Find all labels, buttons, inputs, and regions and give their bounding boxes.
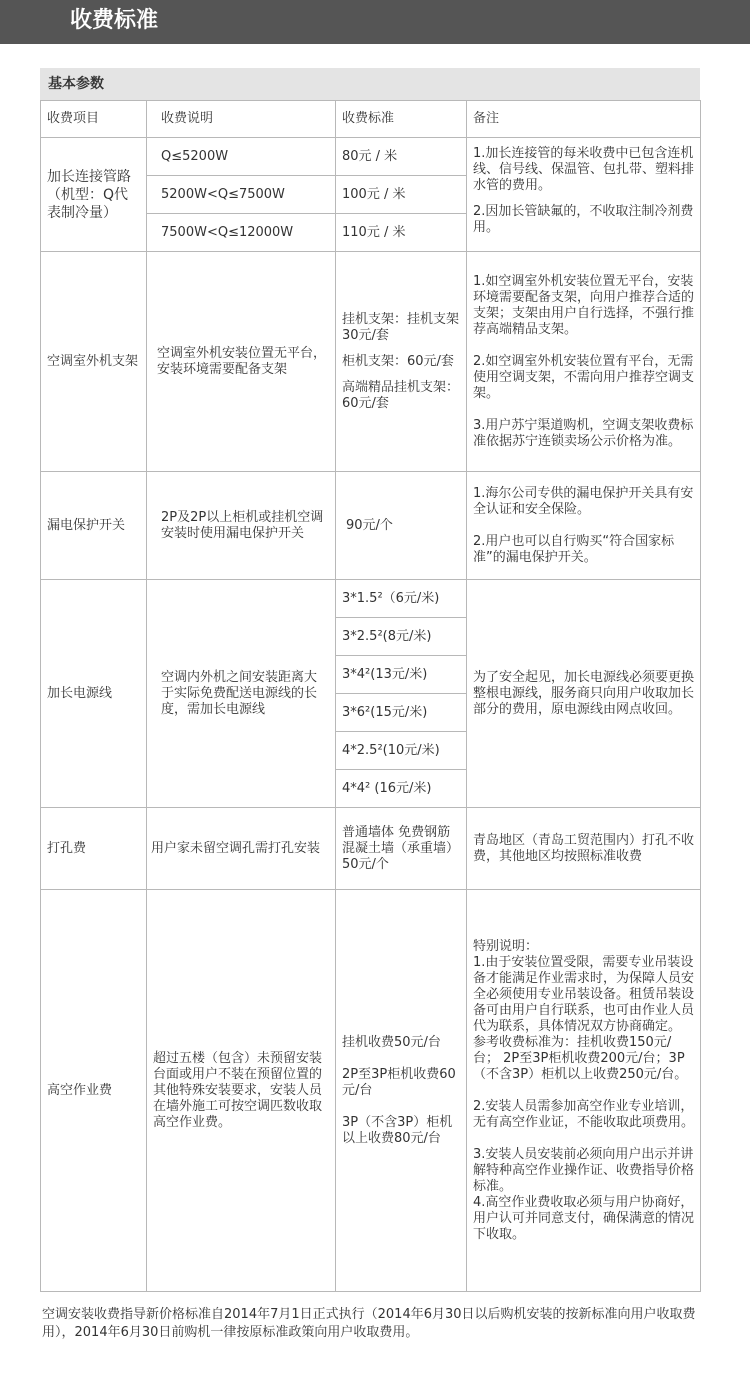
fee-desc: 用户家未留空调孔需打孔安装 — [147, 808, 336, 890]
notes-drilling: 青岛地区（青岛工贸范围内）打孔不收费，其他地区均按照标准收费 — [467, 808, 701, 890]
header-banner — [0, 0, 750, 44]
fee-desc: 超过五楼（包含）未预留安装台面或用户不装在预留位置的其他特殊安装要求，安装人员在墙外施工可按空调匹数收取高空作业费。 — [147, 890, 336, 1292]
fee-table — [40, 100, 701, 1292]
notes-extension-pipe — [467, 138, 701, 252]
note-text: 3.安装人员安装前必须向用户出示并讲解特种高空作业操作证、收费指导价格标准。 — [473, 1146, 695, 1194]
fee-value: 110元 / 米 — [336, 214, 467, 252]
fee-line: 挂机收费50元/台 — [342, 1034, 441, 1050]
note-text: 4.高空作业费收取必须与用户协商好，用户认可并同意支付，确保满意的情况下收取。 — [473, 1194, 695, 1242]
fee-desc: 7500W<Q≤12000W — [147, 214, 336, 252]
table-row — [41, 808, 701, 890]
fee-desc: 空调室外机安装位置无平台，安装环境需要配备支架 — [147, 252, 336, 472]
fee-desc: 5200W<Q≤7500W — [147, 176, 336, 214]
fee-value — [336, 890, 467, 1292]
item-bracket: 空调室外机支架 — [41, 252, 147, 472]
notes-power-cord: 为了安全起见，加长电源线必须要更换整根电源线，服务商只向用户收取加长部分的费用，原电源线由网点收回。 — [467, 580, 701, 808]
fee-desc: 2P及2P以上柜机或挂机空调安装时使用漏电保护开关 — [147, 472, 336, 580]
section-title: 基本参数 — [48, 76, 104, 92]
item-high-altitude: 高空作业费 — [41, 890, 147, 1292]
table-row — [41, 890, 701, 1292]
fee-line: 2P至3P柜机收费60元/台 — [342, 1066, 456, 1098]
table-row — [41, 580, 701, 618]
notes-leakage — [467, 472, 701, 580]
fee-value: 4*2.5²(10元/米) — [336, 732, 467, 770]
fee-value: 普通墙体 免费钢筋混凝土墙（承重墙）50元/个 — [336, 808, 467, 890]
column-header-notes: 备注 — [467, 101, 701, 138]
fee-desc: 空调内外机之间安装距离大于实际免费配送电源线的长度，需加长电源线 — [147, 580, 336, 808]
fee-value: 3*6²(15元/米) — [336, 694, 467, 732]
footer-note: 空调安装收费指导新价格标准自2014年7月1日正式执行（2014年6月30日以后购机安装的按新标准向用户收取费用），2014年6月30日前购机一律按原标准政策向用户收取费用。 — [42, 1307, 696, 1340]
fee-line: 3P（不含3P）柜机以上收费80元/台 — [342, 1114, 453, 1146]
fee-value: 80元 / 米 — [336, 138, 467, 176]
note-text: 3.用户苏宁渠道购机，空调支架收费标准依据苏宁连锁卖场公示价格为准。 — [473, 417, 694, 449]
column-header-fee: 收费标准 — [336, 101, 467, 138]
note-text: 1.加长连接管的每米收费中已包含连机线、信号线、保温管、包扎带、塑料排水管的费用。 — [473, 146, 695, 193]
fee-value: 3*2.5²(8元/米) — [336, 618, 467, 656]
fee-value: 90元/个 — [336, 472, 467, 580]
fee-value: 3*1.5²（6元/米) — [336, 580, 467, 618]
item-leakage: 漏电保护开关 — [41, 472, 147, 580]
table-row — [41, 252, 701, 472]
table-row — [41, 472, 701, 580]
notes-bracket — [467, 252, 701, 472]
notes-high-altitude — [467, 890, 701, 1292]
page-title: 收费标准 — [70, 8, 159, 33]
fee-line: 挂机支架：挂机支架30元/套 — [342, 311, 460, 343]
fee-value: 4*4² (16元/米) — [336, 770, 467, 808]
fee-line: 高端精品挂机支架：60元/套 — [342, 379, 460, 411]
note-text: 1.由于安装位置受限，需要专业吊装设备才能满足作业需求时，为保障人员安全必须使用专业吊装设备。租赁吊装设备可由用户自行联系，也可由作业人员代为联系，具体情况双方协商确定。 — [473, 954, 695, 1034]
note-text: 2.用户也可以自行购买“符合国家标准”的漏电保护开关。 — [473, 533, 675, 565]
table-header-row — [41, 101, 701, 138]
note-text: 参考收费标准为：挂机收费150元/台； 2P至3P柜机收费200元/台；3P（不含3P）柜机以上收费250元/台。 — [473, 1034, 688, 1082]
item-power-cord: 加长电源线 — [41, 580, 147, 808]
item-drilling: 打孔费 — [41, 808, 147, 890]
note-text: 特别说明： — [473, 938, 539, 954]
note-text: 1.如空调室外机安装位置无平台，安装环境需要配备支架，向用户推荐合适的支架；支架由用户自行选择，不强行推荐高端精品支架。 — [473, 273, 695, 337]
fee-desc: Q≤5200W — [147, 138, 336, 176]
fee-line: 柜机支架：60元/套 — [342, 353, 454, 369]
fee-value — [336, 252, 467, 472]
column-header-desc: 收费说明 — [147, 101, 336, 138]
fee-value: 100元 / 米 — [336, 176, 467, 214]
table-row — [41, 138, 701, 176]
column-header-item: 收费项目 — [41, 101, 147, 138]
note-text: 2.安装人员需参加高空作业专业培训，无有高空作业证，不能收取此项费用。 — [473, 1098, 695, 1130]
note-text: 2.如空调室外机安装位置有平台，无需使用空调支架，不需向用户推荐空调支架。 — [473, 353, 695, 401]
note-text: 2.因加长管缺氟的，不收取注制冷剂费用。 — [473, 204, 694, 235]
section-header — [40, 68, 700, 100]
item-extension-pipe: 加长连接管路（机型：Q代表制冷量） — [41, 138, 147, 252]
fee-value: 3*4²(13元/米) — [336, 656, 467, 694]
note-text: 1.海尔公司专供的漏电保护开关具有安全认证和安全保险。 — [473, 485, 694, 517]
